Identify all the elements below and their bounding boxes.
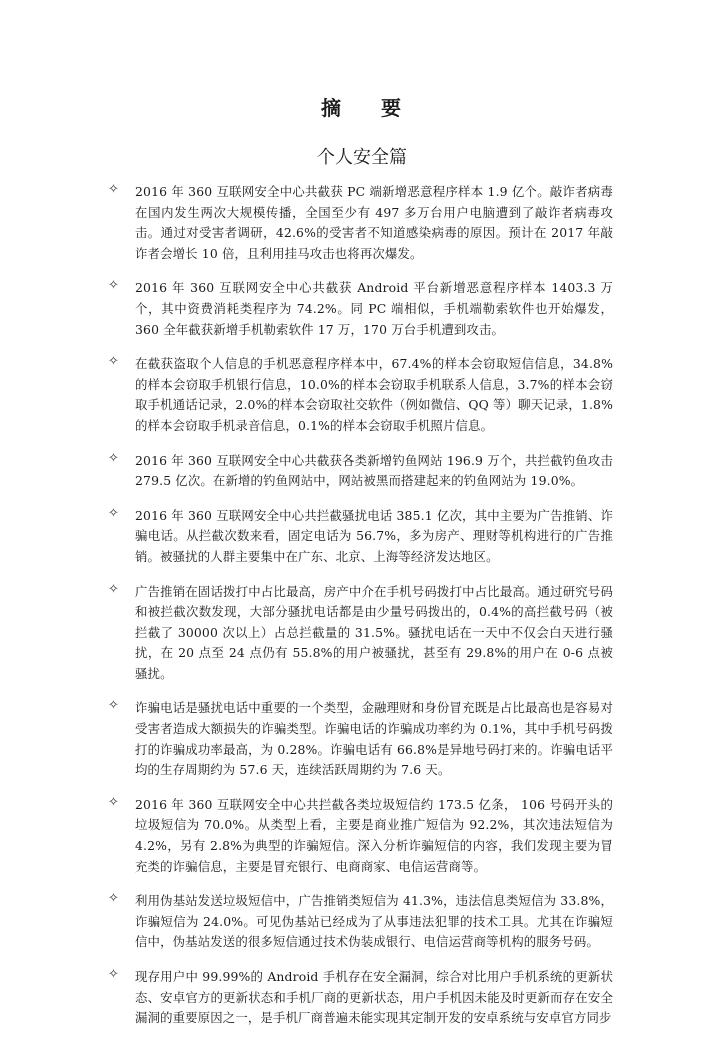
section-subtitle: 个人安全篇	[317, 147, 407, 168]
list-item	[108, 354, 613, 436]
title-char-1: 摘	[321, 96, 343, 120]
list-item	[108, 506, 613, 568]
list-item	[108, 891, 613, 953]
list-item-text: 利用伪基站发送垃圾短信中，广告推销类短信为 41.3%，违法信息类短信为 33.8%，诈骗短信为 24.0%。可见伪基站已经成为了从事违法犯罪的技术工具。尤其在诈骗短信中，伪基站发送的很多短信通过技术伪装成银行、电信运营商等机构的服务号码。	[135, 893, 613, 950]
page-title	[0, 92, 724, 121]
list-item	[108, 967, 613, 1029]
list-item-text: 2016 年 360 互联网安全中心共截获 PC 端新增恶意程序样本 1.9 亿个。敲诈者病毒在国内发生两次大规模传播，全国至少有 497 多万台用户电脑遭到了敲诈者病毒攻击。通过对受害者调研，42.6%的受害者不知道感染病毒的原因。预计在 2017 年敲诈者会增长 10 倍，且利用挂马攻击也将再次爆发。	[135, 184, 613, 261]
list-item-text: 2016 年 360 互联网安全中心共截获各类新增钓鱼网站 196.9 万个，共拦截钓鱼攻击 279.5 亿次。在新增的钓鱼网站中，网站被黑而搭建起来的钓鱼网站为 19.0%。	[135, 452, 613, 489]
bullet-diamond-icon: ✧	[108, 891, 119, 907]
list-item-text: 现存用户中 99.99%的 Android 手机存在安全漏洞，综合对比用户手机系统的更新状态、安卓官方的更新状态和手机厂商的更新状态，用户手机因未能及时更新而存在安全漏洞的重要原因之一，是手机厂商普遍未能实现其定制开发的安卓系统与安卓官方同步	[135, 969, 613, 1026]
list-item	[108, 278, 613, 340]
bullet-diamond-icon: ✧	[108, 505, 119, 521]
bullet-diamond-icon: ✧	[108, 278, 119, 294]
bullet-diamond-icon: ✧	[108, 354, 119, 370]
bullet-diamond-icon: ✧	[108, 967, 119, 982]
list-item	[108, 182, 613, 264]
list-item	[108, 582, 613, 685]
list-item-text: 诈骗电话是骚扰电话中重要的一个类型，金融理财和身份冒充既是占比最高也是容易对受害者造成大额损失的诈骗类型。诈骗电话的诈骗成功率约为 0.1%，其中手机号码拨打的诈骗成功率最高，为 0.28%。诈骗电话有 66.8%是异地号码打来的。诈骗电话平均的生存周期约为 57.6 天，连续活跃周期约为 7.6 天。	[135, 700, 613, 778]
title-char-2: 要	[381, 96, 403, 120]
bullet-diamond-icon: ✧	[108, 182, 119, 197]
list-item-text: 2016 年 360 互联网安全中心共拦截骚扰电话 385.1 亿次，其中主要为广告推销、诈骗电话。从拦截次数来看，固定电话为 56.7%，多为房产、理财等机构进行的广告推销。被骚扰的人群主要集中在广东、北京、上海等经济发达地区。	[135, 507, 613, 564]
summary-list	[108, 182, 613, 1043]
list-item	[108, 698, 613, 780]
bullet-diamond-icon: ✧	[108, 794, 119, 810]
list-item-text: 在截获盗取个人信息的手机恶意程序样本中，67.4%的样本会窃取短信信息，34.8%的样本会窃取手机银行信息，10.0%的样本会窃取手机联系人信息，3.7%的样本会窃取手机通话记录，2.0%的样本会窃取社交软件（例如微信、QQ 等）聊天记录，1.8%的样本会窃取手机录音信息，0.1%的样本会窃取手机照片信息。	[135, 356, 613, 433]
bullet-diamond-icon: ✧	[108, 450, 119, 466]
list-item	[108, 795, 613, 877]
list-item-text: 2016 年 360 互联网安全中心共截获 Android 平台新增恶意程序样本 1403.3 万个，其中资费消耗类程序为 74.2%。同 PC 端相似，手机端勒索软件也开始爆发，360 全年截获新增手机勒索软件 17 万，170 万台手机遭到攻击。	[135, 280, 613, 337]
bullet-diamond-icon: ✧	[108, 698, 119, 714]
list-item-text: 2016 年 360 互联网安全中心共拦截各类垃圾短信约 173.5 亿条， 106 号码开头的垃圾短信为 70.0%。从类型上看，主要是商业推广短信为 92.2%，其次违法短信为 4.2%，另有 2.8%为典型的诈骗短信。深入分析诈骗短信的内容，我们发现主要为冒充类的诈骗信息，主要是冒充银行、电商商家、电信运营商等。	[135, 796, 613, 874]
list-item-text: 广告推销在固话拨打中占比最高，房产中介在手机号码拨打中占比最高。通过研究号码和被拦截次数发现，大部分骚扰电话都是由少量号码拨出的，0.4%的高拦截号码（被拦截了 30000 次以上）占总拦截量的 31.5%。骚扰电话在一天中不仅会白天进行骚扰，在 20 点至 24 点仍有 55.8%的用户被骚扰，甚至有 29.8%的用户在 0-6 点被骚扰。	[135, 583, 613, 681]
list-item	[108, 451, 613, 492]
bullet-diamond-icon: ✧	[108, 581, 119, 597]
